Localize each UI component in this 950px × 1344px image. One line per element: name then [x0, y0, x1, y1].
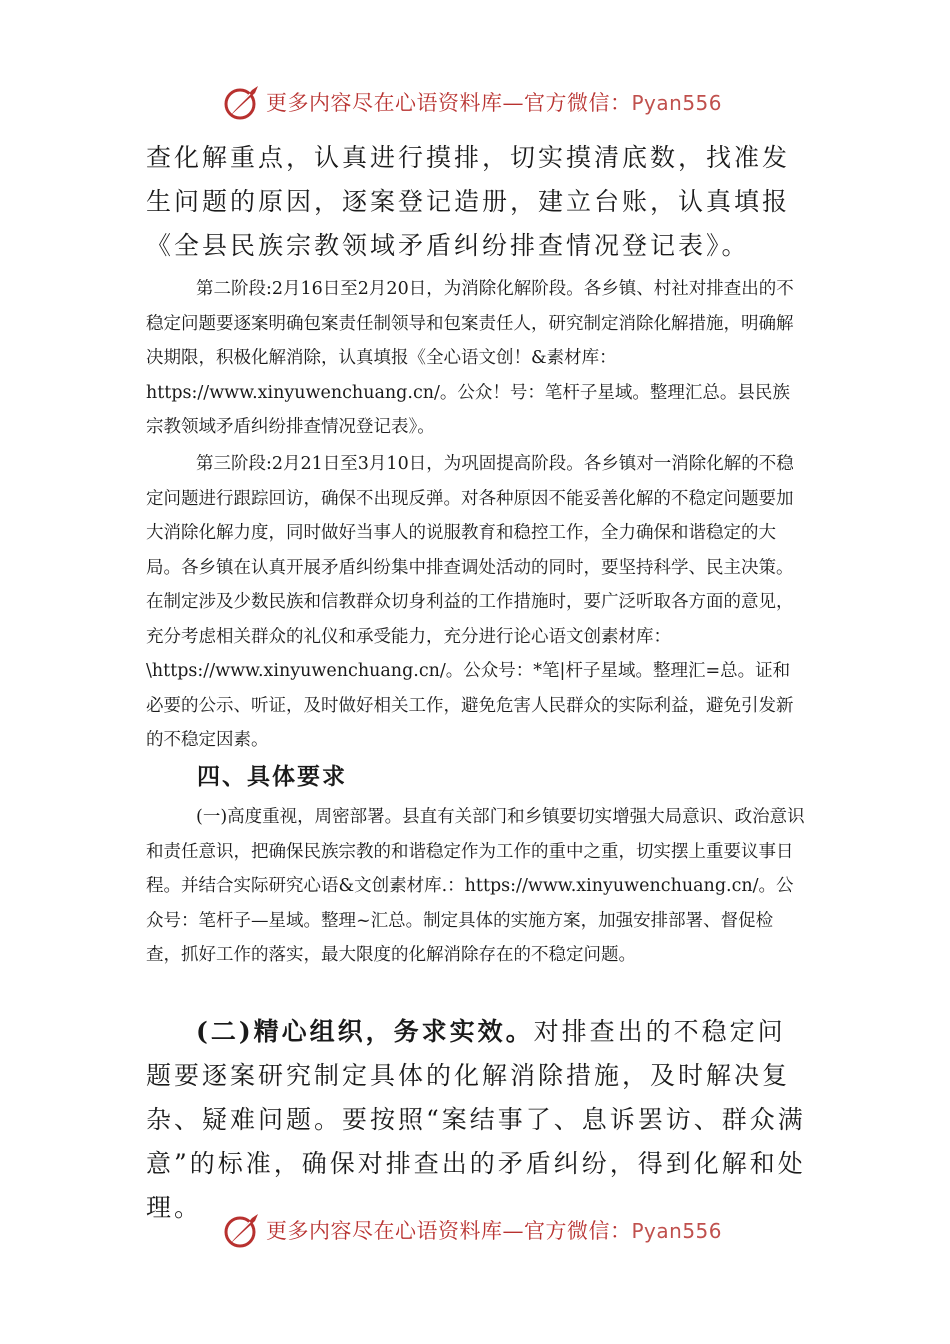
paragraph-continuation: 查化解重点，认真进行摸排，切实摸清底数，找准发生问题的原因，逐案登记造册，建立台账，认真填报《全县民族宗教领域矛盾纠纷排查情况登记表》。 — [146, 143, 791, 260]
header-banner — [222, 80, 742, 124]
section-heading-requirements: 四、具体要求 — [197, 763, 347, 790]
wechat-id: Pyan556 — [631, 1219, 723, 1243]
requirement-two-text: 对排查出的不稳定问题要逐案研究制定具体的化解消除措施，及时解决复杂、疑难问题。要按照“案结事了、息诉罢访、群众满意”的标准，确保对排查出的矛盾纠纷，得到化解和处理。 — [146, 1017, 806, 1222]
quill-logo-icon — [222, 82, 262, 122]
banner-text: 更多内容尽在心语资料库—官方微信： — [266, 91, 632, 115]
paragraph-requirement-two — [146, 1010, 806, 1230]
banner-text: 更多内容尽在心语资料库—官方微信： — [266, 1219, 632, 1243]
footer-banner — [222, 1208, 742, 1252]
paragraph-phase-three — [146, 447, 806, 758]
phase-three-text: 第三阶段:2月21日至3月10日，为巩固提高阶段。各乡镇对一消除化解的不稳定问题进行跟踪回访，确保不出现反弹。对各种原因不能妥善化解的不稳定问题要加大消除化解力度，同时做好当事人的说服教育和稳控工作，全力确保和谐稳定的大局。各乡镇在认真开展矛盾纠纷集中排查调处活动的同时，要坚持科学、民主决策。在制定涉及少数民族和信教群众切身利益的工作措施时，要广泛听取各方面的意见，充分考虑相关群众的礼仪和承受能力，充分进行论心语文创素材库：\https://www.xinyuwenchuang.cn/。公众号：*笔|杆子星域。整理汇=总。证和必要的公示、听证，及时做好相关工作，避免危害人民群众的实际利益，避免引发新的不稳定因素。 — [146, 454, 794, 750]
paragraph-requirement-one — [146, 800, 806, 973]
requirement-one-text: (一)高度重视，周密部署。县直有关部门和乡镇要切实增强大局意识、政治意识和责任意识，把确保民族宗教的和谐稳定作为工作的重中之重，切实摆上重要议事日程。并结合实际研究心语&文创素材库.：https://www.xinyuwenchuang.cn/。公众号：笔杆子—星域。整理~汇总。制定具体的实施方案，加强安排部署、督促检查，抓好工作的落实，最大限度的化解消除存在的不稳定问题。 — [146, 807, 805, 965]
wechat-id: Pyan556 — [631, 91, 723, 115]
paragraph-phase-two — [146, 272, 806, 445]
phase-two-text: 第二阶段:2月16日至2月20日，为消除化解阶段。各乡镇、村社对排查出的不稳定问题要逐案明确包案责任制领导和包案责任人，研究制定消除化解措施，明确解决期限，积极化解消除，认真填报《全心语文创！&素材库：https://www.xinyuwenchuang.cn/。公众！号：笔杆子星域。整理汇总。县民族宗教领域矛盾纠纷排查情况登记表》。 — [146, 279, 794, 437]
requirement-two-title: (二)精心组织，务求实效。 — [196, 1017, 534, 1046]
quill-logo-icon — [222, 1210, 262, 1250]
